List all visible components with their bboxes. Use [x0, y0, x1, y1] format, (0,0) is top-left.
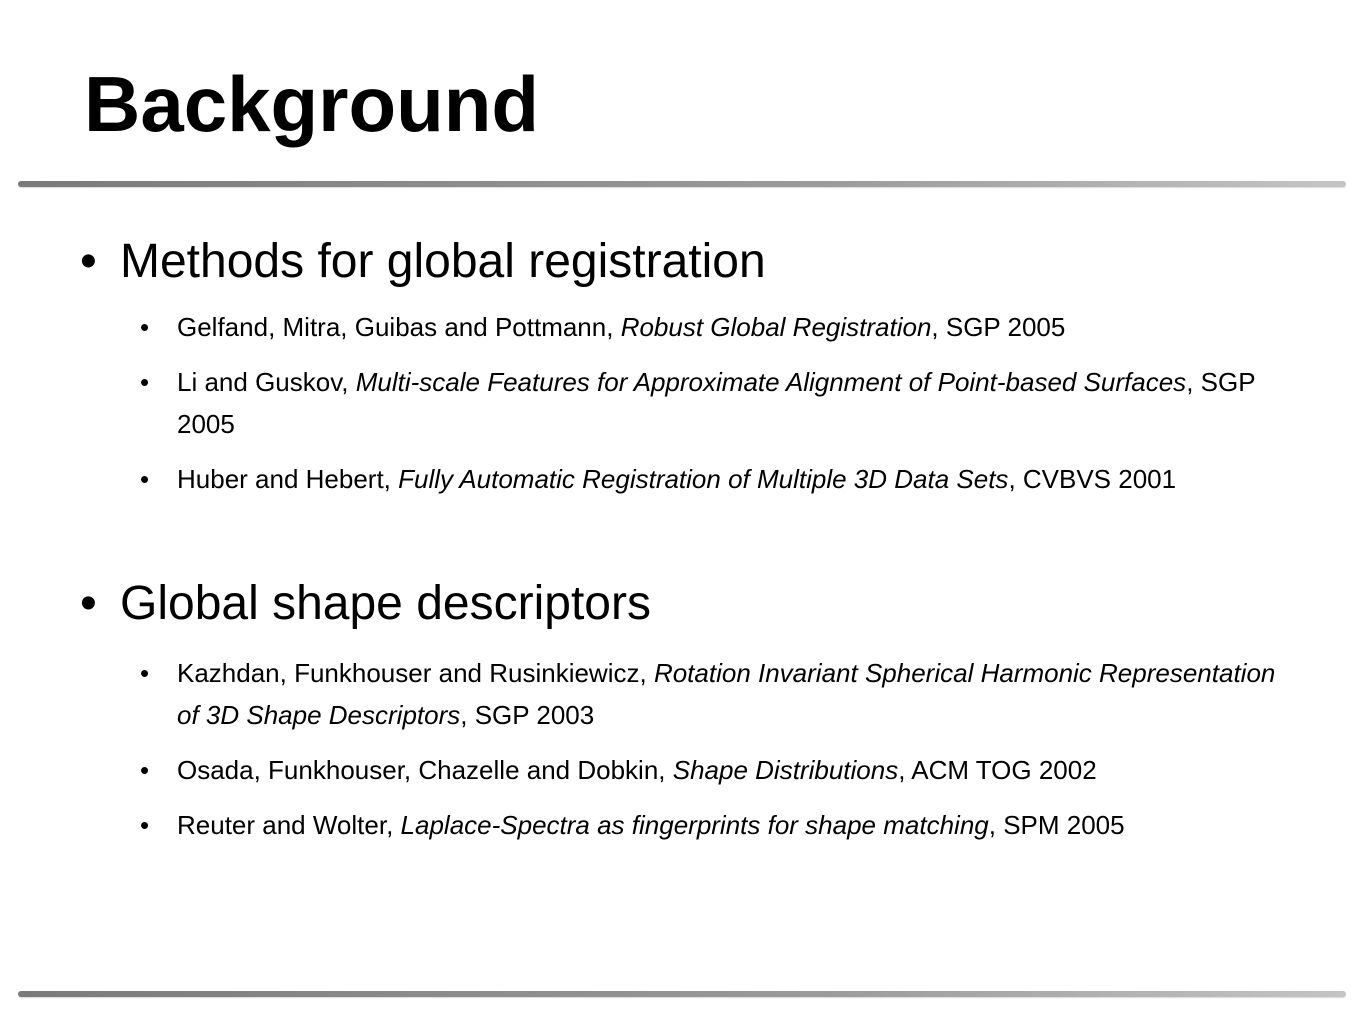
section-heading [0, 574, 1365, 634]
reference-list [0, 652, 1365, 846]
reference-item [0, 749, 1365, 791]
section-global-registration [0, 232, 1365, 500]
reference-title: Robust Global Registration [620, 312, 932, 342]
reference-list [0, 306, 1365, 500]
reference-title: Laplace-Spectra as fingerprints for shape matching [400, 810, 989, 840]
top-divider [18, 181, 1346, 187]
bullet: • [140, 367, 150, 397]
reference-item [0, 804, 1365, 846]
reference-item [0, 458, 1365, 500]
slide-title: Background [84, 60, 540, 148]
reference-venue: , CVBVS 2001 [1008, 464, 1177, 494]
section-heading-text: Methods for global registration [120, 235, 766, 288]
bullet: • [80, 235, 97, 288]
bullet: • [140, 658, 150, 688]
section-shape-descriptors [0, 574, 1365, 846]
bullet: • [140, 464, 150, 494]
reference-venue: , SPM 2005 [988, 810, 1125, 840]
bullet: • [140, 312, 150, 342]
bullet: • [140, 810, 150, 840]
reference-authors: Reuter and Wolter, [177, 810, 401, 840]
section-heading-text: Global shape descriptors [120, 577, 651, 630]
reference-title: Multi-scale Features for Approximate Alignment of Point-based Surfaces [355, 367, 1187, 397]
reference-title: Shape Distributions [672, 755, 899, 785]
reference-item [0, 306, 1365, 348]
reference-item [0, 652, 1365, 736]
bottom-divider [18, 991, 1346, 997]
reference-authors: Osada, Funkhouser, Chazelle and Dobkin, [177, 755, 673, 785]
reference-item [0, 361, 1365, 445]
reference-venue: , SGP 2005 [931, 312, 1066, 342]
reference-authors: Kazhdan, Funkhouser and Rusinkiewicz, [177, 658, 654, 688]
reference-venue: , SGP 2005 [177, 367, 1256, 439]
reference-title: Rotation Invariant Spherical Harmonic Representation of 3D Shape Descriptors [177, 658, 1276, 730]
reference-venue: , SGP 2003 [460, 700, 595, 730]
bullet: • [80, 577, 97, 630]
bullet: • [140, 755, 150, 785]
section-heading [0, 232, 1365, 292]
reference-authors: Li and Guskov, [177, 367, 356, 397]
reference-venue: , ACM TOG 2002 [898, 755, 1097, 785]
reference-authors: Gelfand, Mitra, Guibas and Pottmann, [177, 312, 621, 342]
reference-title: Fully Automatic Registration of Multiple 3D Data Sets [398, 464, 1009, 494]
reference-authors: Huber and Hebert, [177, 464, 399, 494]
